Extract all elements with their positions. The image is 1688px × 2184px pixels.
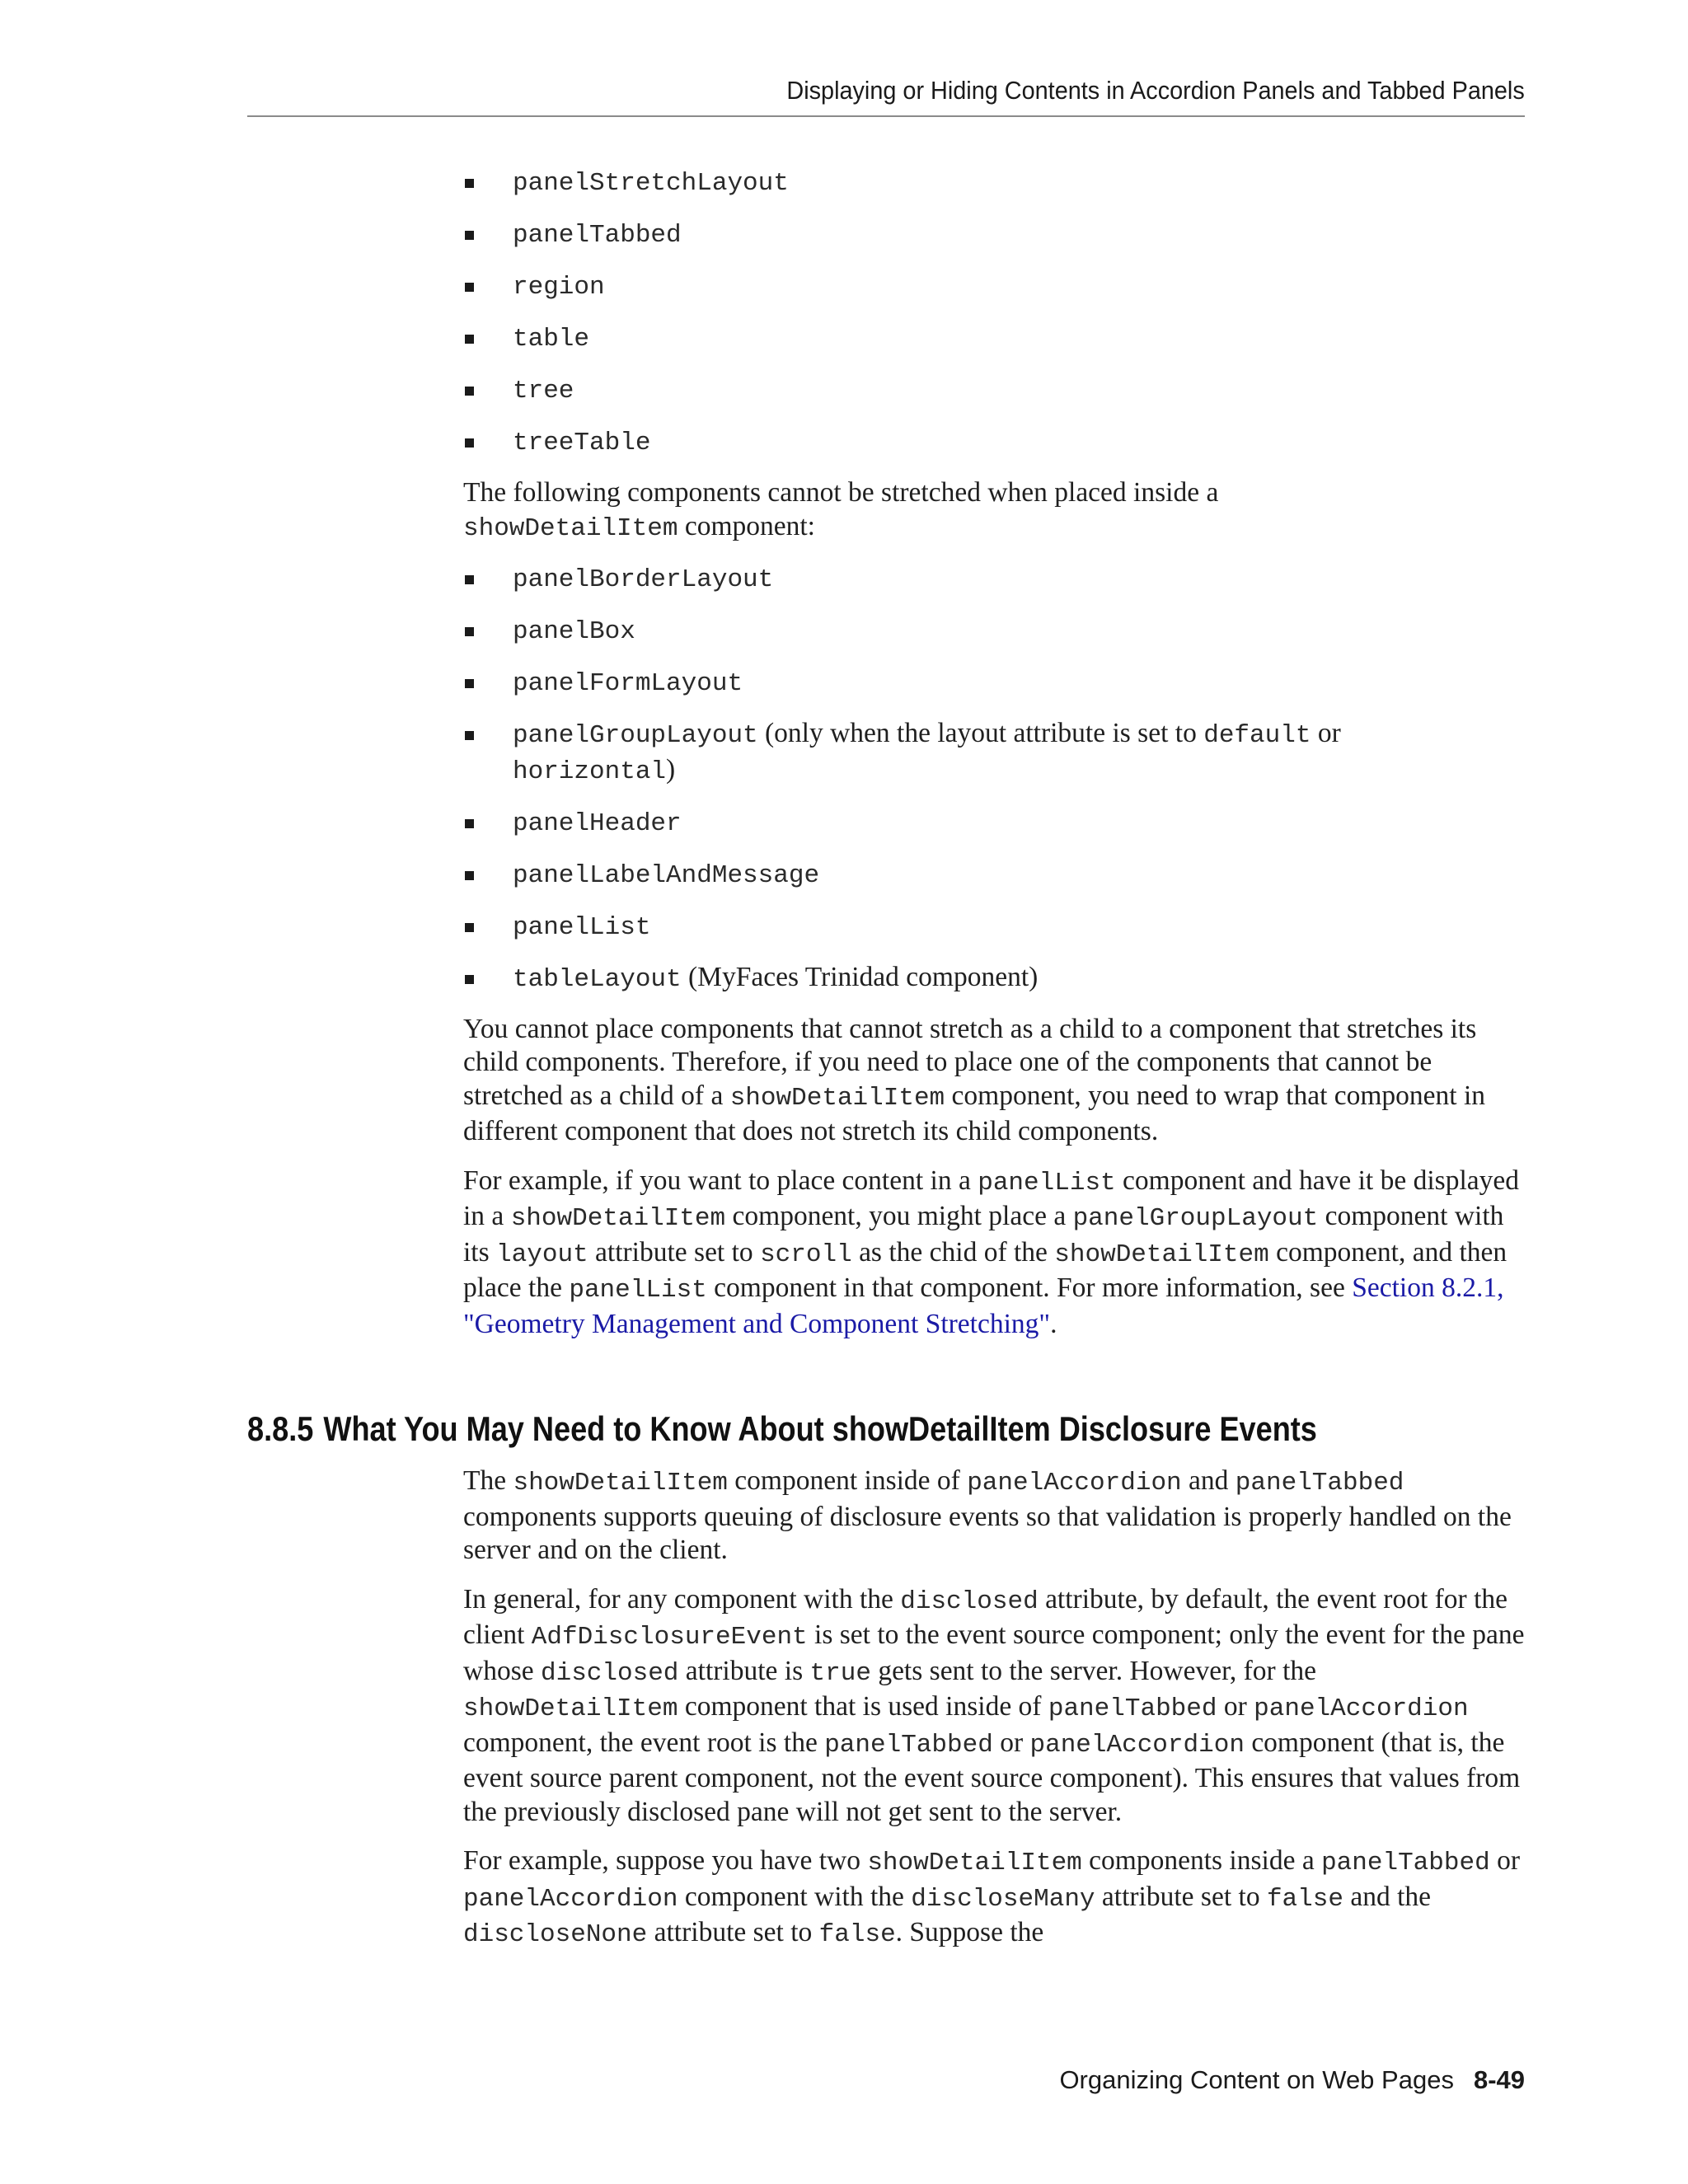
list-item: tableLayout (MyFaces Trinidad component) bbox=[463, 961, 1526, 997]
list-item bbox=[463, 373, 1526, 409]
list-item bbox=[463, 165, 1526, 201]
square-bullet-icon bbox=[465, 438, 474, 448]
running-header: Displaying or Hiding Contents in Accordion Panels and Tabbed Panels bbox=[786, 76, 1525, 105]
component-name: table bbox=[513, 325, 590, 354]
section-title: What You May Need to Know About showDetailItem Disclosure Events bbox=[323, 1409, 1317, 1448]
component-name: tableLayout bbox=[513, 964, 682, 994]
list-item bbox=[463, 857, 1526, 893]
square-bullet-icon bbox=[465, 871, 474, 880]
queuing-paragraph: The showDetailItem component inside of panelAccordion and panelTabbed components supports queuing of disclosure events so that validation is properly handled on the server and on the client. bbox=[463, 1465, 1512, 1565]
list-item bbox=[463, 561, 1526, 598]
component-name: panelBox bbox=[513, 617, 635, 646]
list-item: panelGroupLayout (only when the layout attribute is set to default or horizontal) bbox=[463, 717, 1526, 789]
square-bullet-icon bbox=[465, 975, 474, 984]
list-item bbox=[463, 269, 1526, 305]
square-bullet-icon bbox=[465, 627, 474, 636]
list-item bbox=[463, 805, 1526, 841]
intro-paragraph: The following components cannot be stretched when placed inside a showDetailItem component: bbox=[463, 477, 1219, 543]
list-item bbox=[463, 909, 1526, 945]
square-bullet-icon bbox=[465, 819, 474, 828]
example-suppose-paragraph: For example, suppose you have two showDetailItem components inside a panelTabbed or panelAccordion component with the discloseMany attribute set to false and the discloseNone attribute set to false. Suppose the bbox=[463, 1845, 1520, 1949]
list-item bbox=[463, 424, 1526, 461]
section-body bbox=[463, 1465, 1526, 1968]
square-bullet-icon bbox=[465, 387, 474, 396]
stretchable-components-list bbox=[463, 165, 1526, 461]
section-number: 8.8.5 bbox=[247, 1409, 314, 1448]
component-name: panelLabelAndMessage bbox=[513, 860, 820, 890]
square-bullet-icon bbox=[465, 731, 474, 740]
list-item bbox=[463, 217, 1526, 253]
square-bullet-icon bbox=[465, 283, 474, 292]
square-bullet-icon bbox=[465, 923, 474, 932]
square-bullet-icon bbox=[465, 179, 474, 188]
page-body bbox=[463, 165, 1526, 1357]
square-bullet-icon bbox=[465, 679, 474, 688]
example-paragraph: For example, if you want to place content in a panelList component and have it be displayed in a showDetailItem component, you might place a panelGroupLayout component with its layout attribute set to scroll as the chid of the showDetailItem component, and then place the panelList component in that component. For more information, see Section 8.2.1, "Geometry Management and Component Stretching". bbox=[463, 1165, 1519, 1339]
component-name: panelFormLayout bbox=[513, 669, 743, 698]
non-stretchable-components-list bbox=[463, 561, 1526, 996]
list-item bbox=[463, 613, 1526, 649]
component-name: panelBorderLayout bbox=[513, 565, 774, 594]
list-item bbox=[463, 321, 1526, 357]
component-name: region bbox=[513, 273, 605, 302]
component-name: panelHeader bbox=[513, 808, 682, 838]
cross-reference-link[interactable]: Section 8.2.1, "Geometry Management and Component Stretching" bbox=[463, 1272, 1504, 1339]
section-heading bbox=[247, 1409, 1317, 1449]
footer-chapter-title: Organizing Content on Web Pages bbox=[1059, 2065, 1454, 2094]
component-name: panelList bbox=[513, 912, 651, 942]
component-name: panelGroupLayout bbox=[513, 721, 758, 750]
header-rule bbox=[247, 115, 1525, 117]
component-name: panelTabbed bbox=[513, 221, 682, 250]
event-root-paragraph: In general, for any component with the disclosed attribute, by default, the event root for the client AdfDisclosureEvent is set to the event source component; only the event for the pane whose disclosed attribute is true gets sent to the server. However, for the showDetailItem component that is used inside of panelTabbed or panelAccordion component, the event root is the panelTabbed or panelAccordion component (that is, the event source parent component, not the event source component). This ensures that values from the previously disclosed pane will not get sent to the server. bbox=[463, 1583, 1525, 1827]
page-number: 8-49 bbox=[1473, 2065, 1525, 2094]
square-bullet-icon bbox=[465, 335, 474, 344]
square-bullet-icon bbox=[465, 575, 474, 584]
square-bullet-icon bbox=[465, 231, 474, 240]
list-item bbox=[463, 665, 1526, 701]
page-footer bbox=[1059, 2065, 1525, 2095]
component-name: panelStretchLayout bbox=[513, 169, 789, 198]
component-name: treeTable bbox=[513, 429, 651, 457]
wrap-paragraph: You cannot place components that cannot stretch as a child to a component that stretches its child components. Therefore, if you need to place one of the components that cannot be stretched as a child of a showDetailItem component, you need to wrap that component in different component that does not stretch its child components. bbox=[463, 1013, 1486, 1146]
component-name: tree bbox=[513, 377, 574, 405]
